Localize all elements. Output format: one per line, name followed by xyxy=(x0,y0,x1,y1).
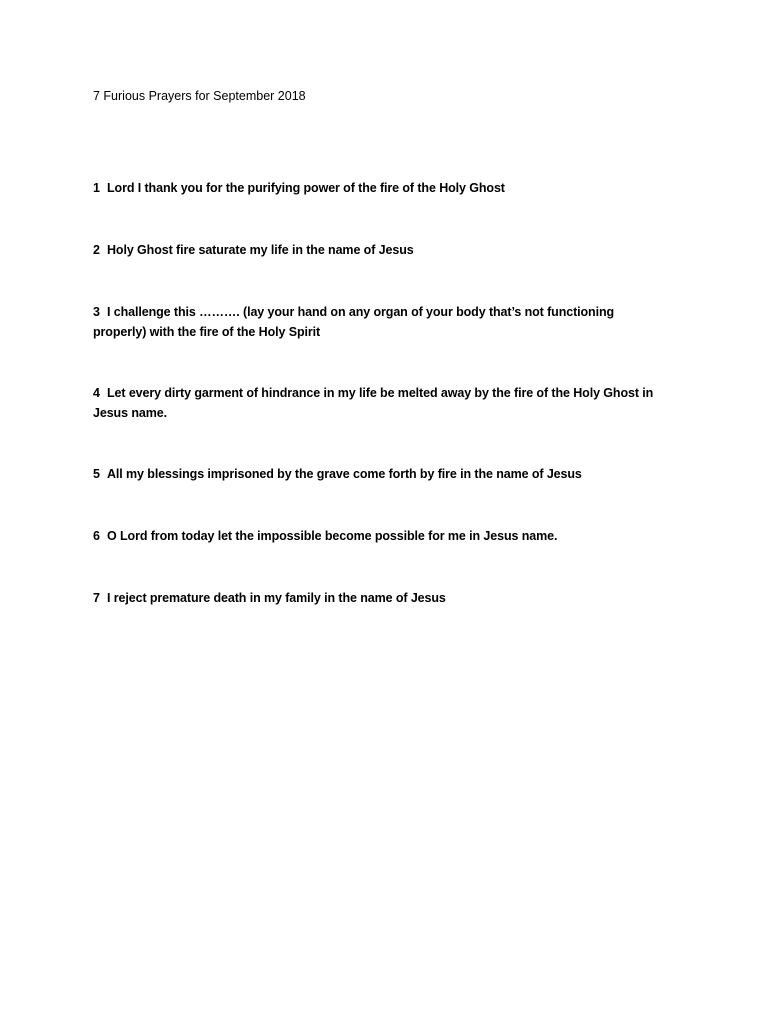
prayer-item xyxy=(93,464,668,484)
prayer-number: 4 xyxy=(93,386,100,400)
prayer-text: Holy Ghost fire saturate my life in the name of Jesus xyxy=(107,243,414,257)
prayer-text: I challenge this ………. (lay your hand on any organ of your body that’s not functioning properly) with the fire of the Holy Spirit xyxy=(93,305,615,339)
prayer-item xyxy=(93,240,668,260)
document-title: 7 Furious Prayers for September 2018 xyxy=(93,89,306,103)
prayer-item xyxy=(93,178,668,198)
prayer-number: 7 xyxy=(93,591,100,605)
prayer-number: 5 xyxy=(93,467,100,481)
prayer-text: All my blessings imprisoned by the grave come forth by fire in the name of Jesus xyxy=(107,467,582,481)
prayer-number: 2 xyxy=(93,243,100,257)
prayer-number: 1 xyxy=(93,181,100,195)
prayer-item xyxy=(93,302,668,342)
prayer-number: 6 xyxy=(93,529,100,543)
prayer-number: 3 xyxy=(93,305,100,319)
prayer-text: O Lord from today let the impossible become possible for me in Jesus name. xyxy=(107,529,558,543)
prayer-item xyxy=(93,588,668,608)
prayer-text: I reject premature death in my family in the name of Jesus xyxy=(107,591,446,605)
prayer-item xyxy=(93,383,668,423)
prayer-text: Lord I thank you for the purifying power of the fire of the Holy Ghost xyxy=(107,181,505,195)
prayer-text: Let every dirty garment of hindrance in my life be melted away by the fire of the Holy Ghost in Jesus name. xyxy=(93,386,654,420)
prayer-item xyxy=(93,526,668,546)
